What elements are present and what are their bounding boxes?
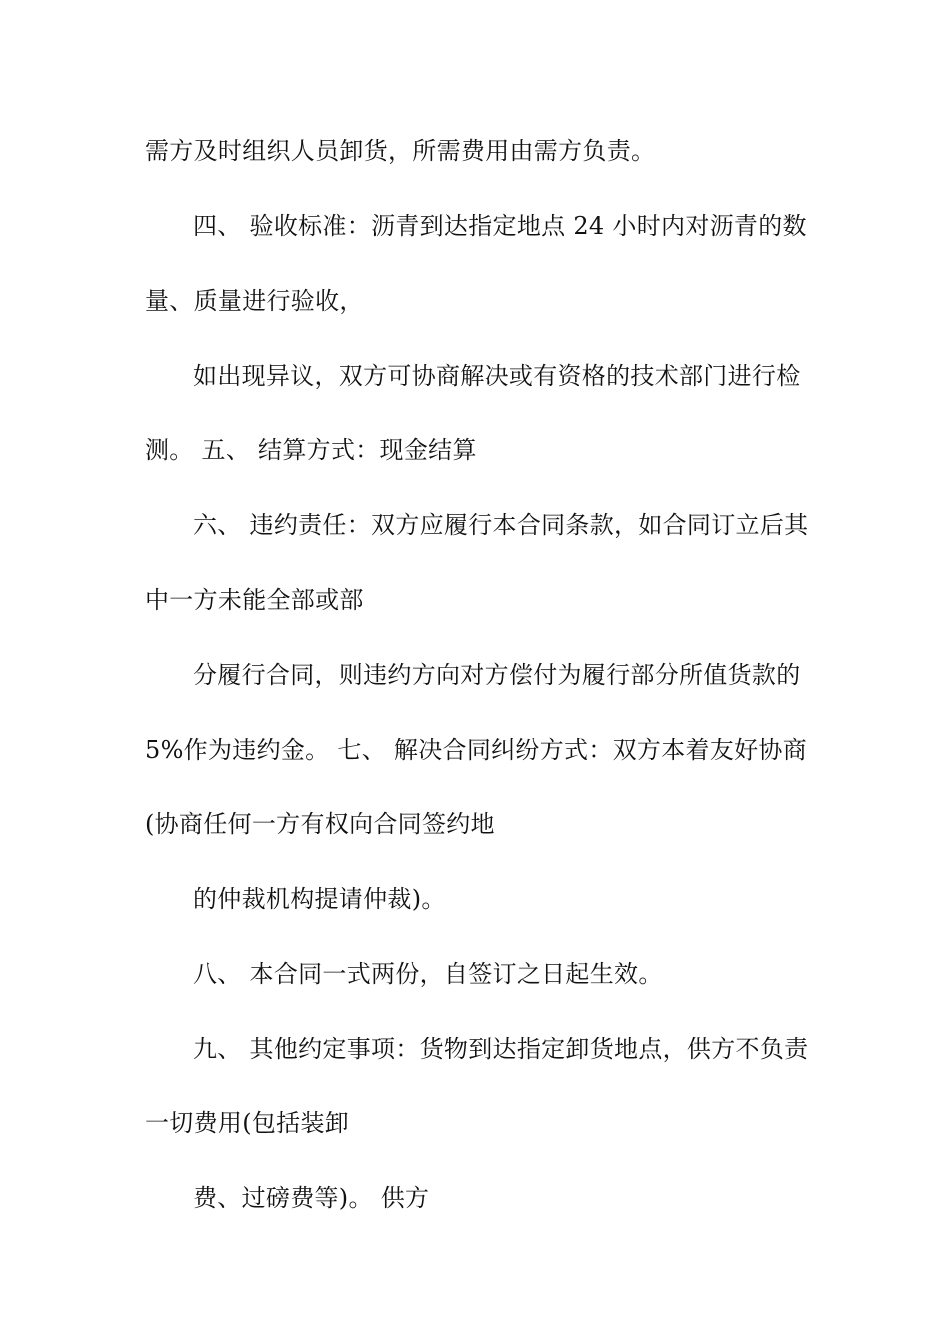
text-line: 的仲裁机构提请仲裁)。: [193, 885, 446, 913]
text-line: 六、 违约责任：双方应履行本合同条款，如合同订立后其: [193, 511, 809, 539]
text-line: 量、质量进行验收，: [145, 287, 364, 315]
text-line: 一切费用(包括装卸: [145, 1109, 350, 1137]
text-line: 分履行合同，则违约方向对方偿付为履行部分所值货款的: [193, 661, 801, 689]
text-line: 中一方未能全部或部: [145, 586, 364, 614]
text-line: 费、过磅费等)。 供方: [193, 1184, 430, 1212]
text-line: 测。 五、 结算方式：现金结算: [145, 436, 477, 464]
text-line: 如出现异议，双方可协商解决或有资格的技术部门进行检: [193, 362, 801, 390]
text-line: 需方及时组织人员卸货，所需费用由需方负责。: [145, 137, 656, 165]
text-line: 四、 验收标准：沥青到达指定地点 24 小时内对沥青的数: [193, 212, 807, 240]
text-line: 九、 其他约定事项：货物到达指定卸货地点，供方不负责: [193, 1035, 809, 1063]
text-line: (协商任何一方有权向合同签约地: [145, 810, 495, 838]
text-line: 八、 本合同一式两份，自签订之日起生效。: [193, 960, 663, 988]
text-line: 5%作为违约金。 七、 解决合同纠纷方式：双方本着友好协商: [145, 736, 808, 764]
